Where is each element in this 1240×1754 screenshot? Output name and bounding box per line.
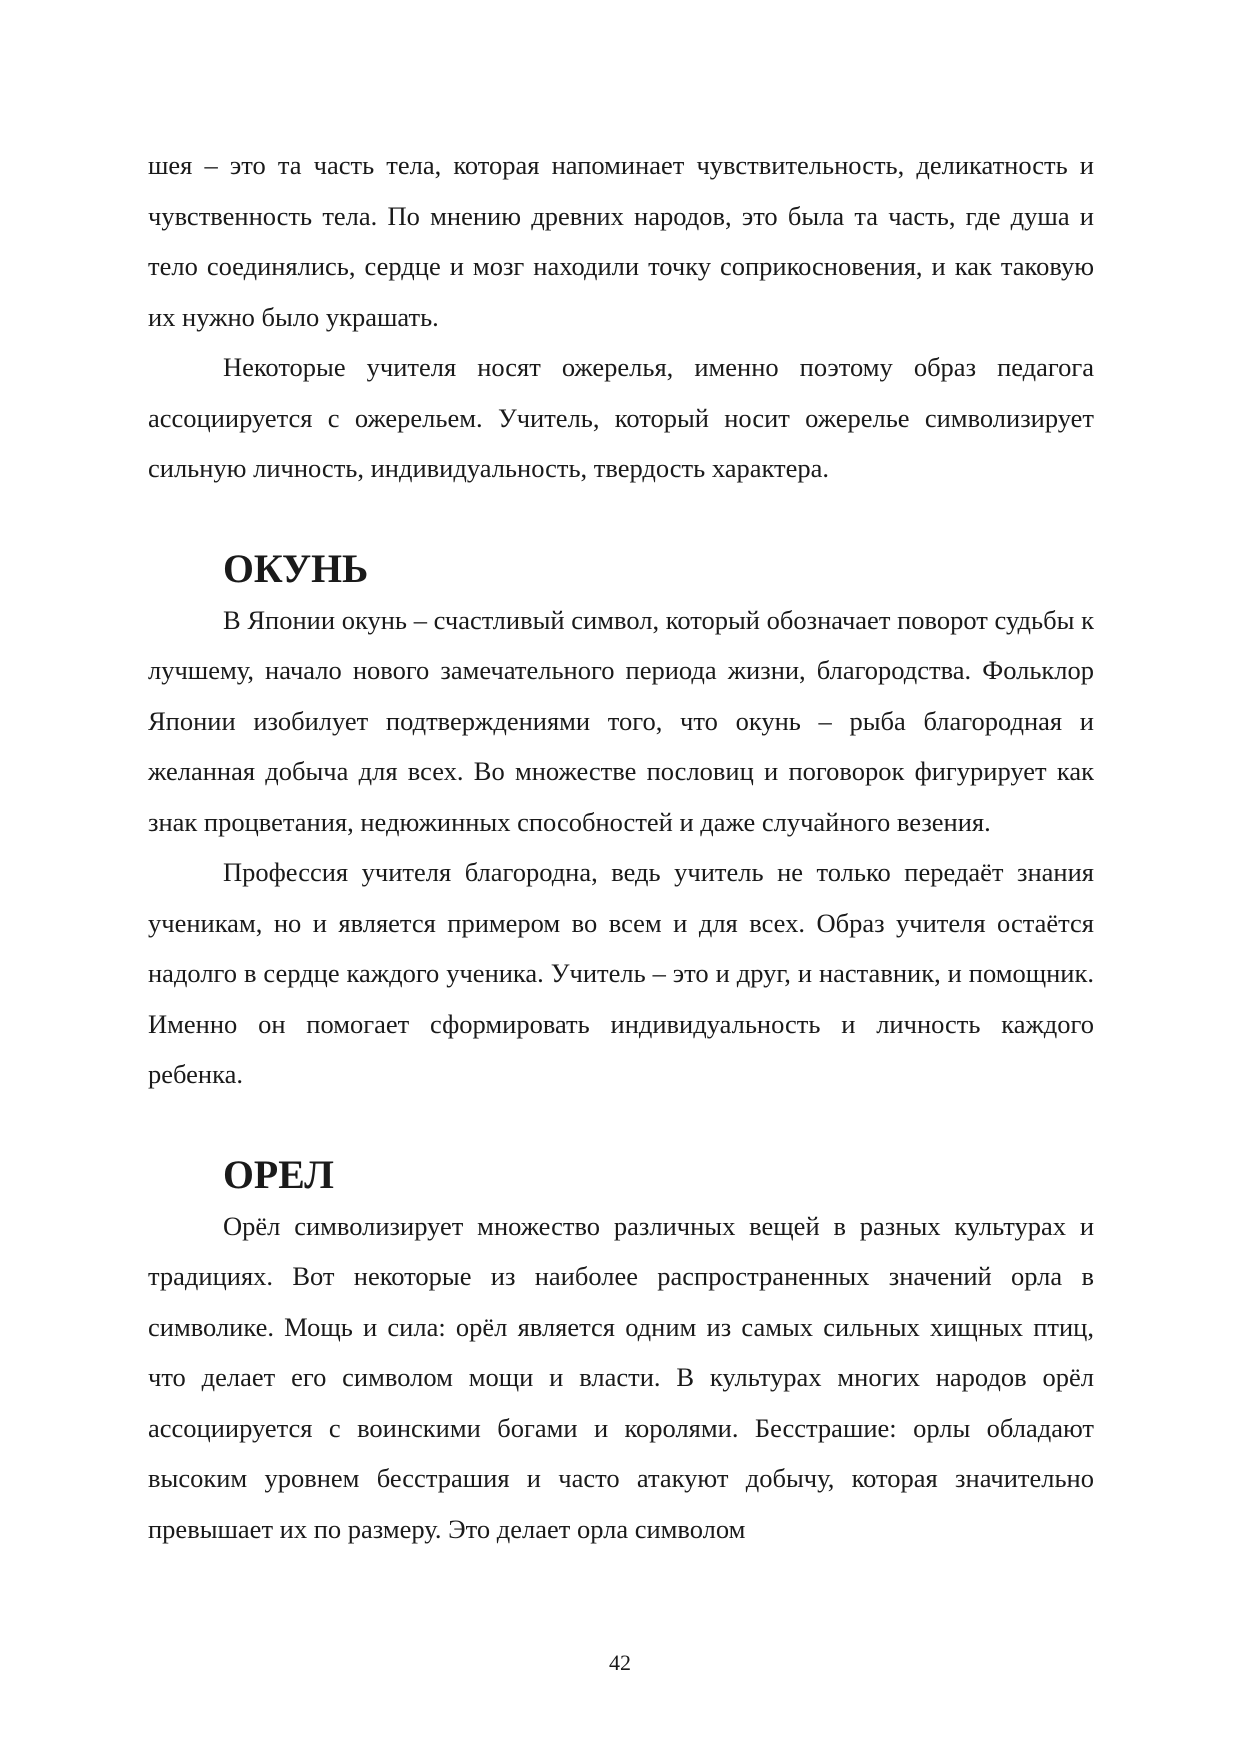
paragraph-eagle: Орёл символизирует множество различных вещей в разных культурах и традициях. Вот некоторые из наиболее распространенных значений орла в символике. Мощь и сила: орёл является одним из самых сильных хищных птиц, что делает его символом мощи и власти. В культурах многих народов орёл ассоциируется с воинскими богами и королями. Бесстрашие: орлы обладают высоким уровнем бесстрашия и часто атакуют добычу, которая значительно превышает их по размеру. Это делает орла символом [148,1210,1094,1544]
section-heading-eagle: ОРЕЛ [223,1153,334,1197]
page-content [148,140,1094,1554]
paragraph-perch-teacher: Профессия учителя благородна, ведь учитель не только передаёт знания ученикам, но и является примером во всем и для всех. Образ учителя остаётся надолго в сердце каждого ученика. Учитель – это и друг, и наставник, и помощник. Именно он помогает сформировать индивидуальность и личность каждого ребенка. [148,857,1094,1089]
paragraph-perch-japan: В Японии окунь – счастливый символ, который обозначает поворот судьбы к лучшему, начало нового замечательного периода жизни, благородства. Фольклор Японии изобилует подтверждениями того, что окунь – рыба благородная и желанная добыча для всех. Во множестве пословиц и поговорок фигурирует как знак процветания, недюжинных способностей и даже случайного везения. [148,604,1094,837]
page-number: 42 [609,1650,631,1675]
paragraph-neck: шея – это та часть тела, которая напоминает чувствительность, деликатность и чувственность тела. По мнению древних народов, это была та часть, где душа и тело соединялись, сердце и мозг находили точку соприкосновения, и как таковую их нужно было украшать. [148,150,1094,332]
section-heading-perch: ОКУНЬ [223,547,369,591]
paragraph-necklace-teacher: Некоторые учителя носят ожерелья, именно поэтому образ педагога ассоциируется с ожерельем. Учитель, который носит ожерелье символизирует сильную личность, индивидуальность, твердость характера. [148,352,1094,483]
